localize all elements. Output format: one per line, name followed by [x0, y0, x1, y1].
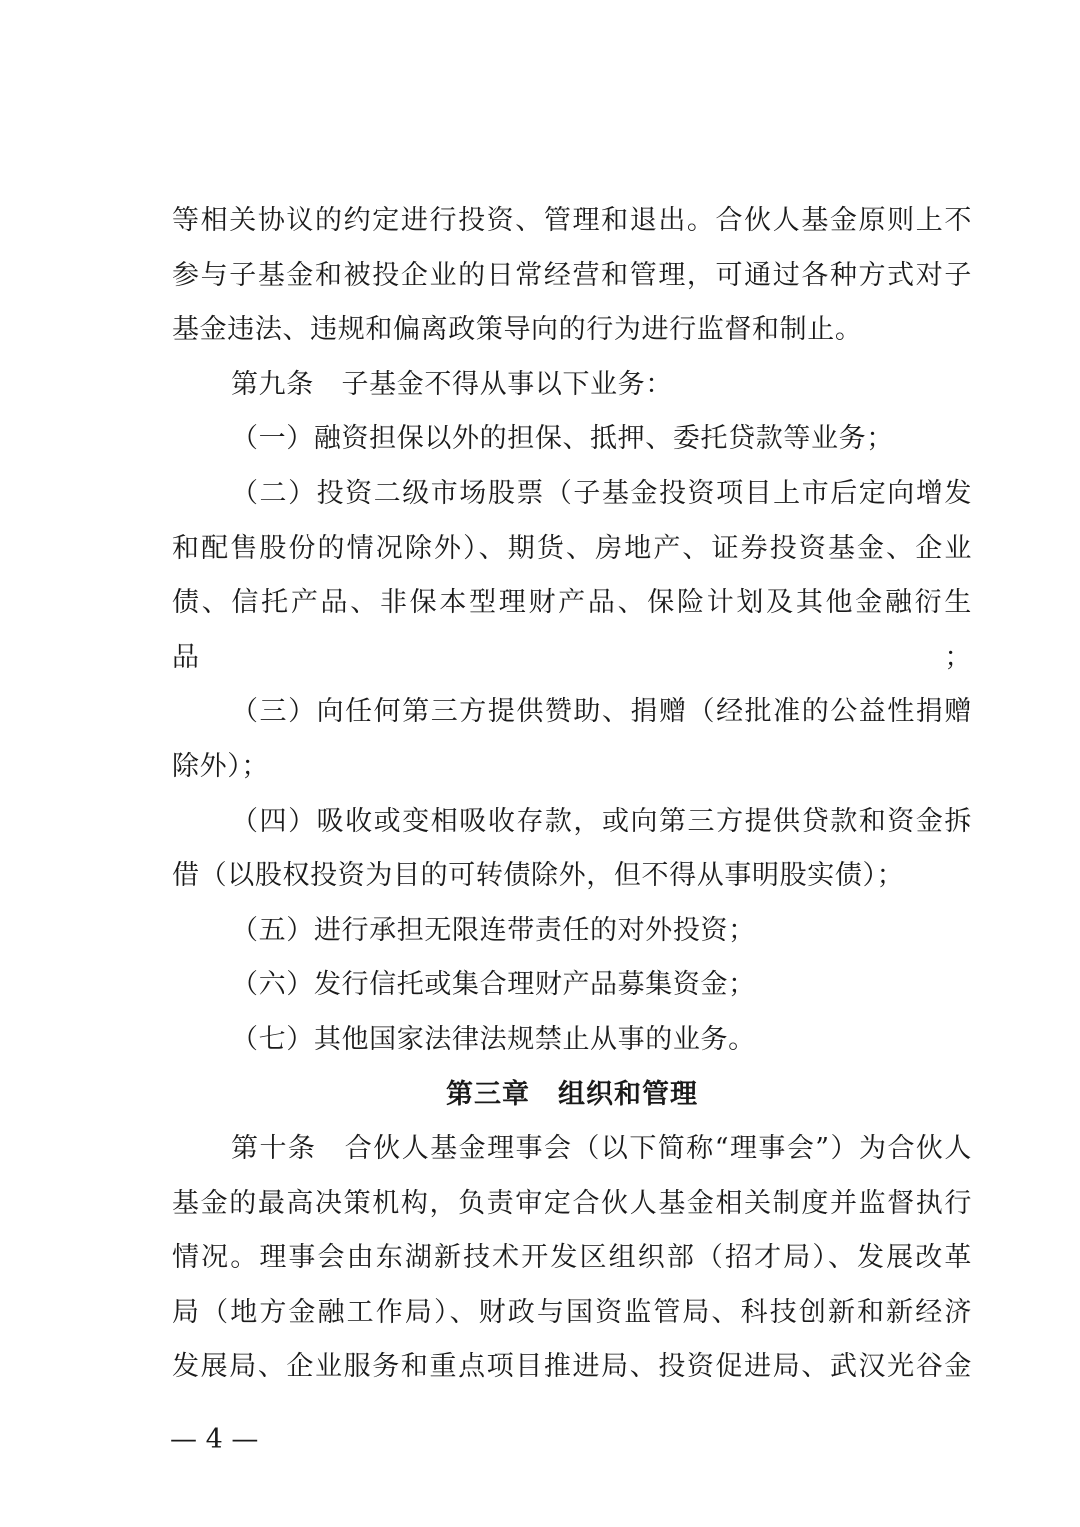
- text-line: （二）投资二级市场股票（子基金投资项目上市后定向增发: [231, 477, 972, 509]
- text-line: （一）融资担保以外的担保、抵押、委托贷款等业务；: [231, 423, 894, 455]
- text-line: 基金的最高决策机构，负责审定合伙人基金相关制度并监督执行: [172, 1187, 972, 1219]
- text-line: 第十条 合伙人基金理事会（以下简称“理事会”）为合伙人: [231, 1133, 972, 1165]
- text-line: 情况。理事会由东湖新技术开发区组织部（招才局）、发展改革: [172, 1242, 972, 1274]
- article-9-heading: [172, 358, 972, 413]
- text-line: （七）其他国家法律法规禁止从事的业务。: [231, 1023, 756, 1055]
- text-line: 借（以股权投资为目的可转债除外，但不得从事明股实债）；: [172, 860, 905, 892]
- text-line: 局（地方金融工作局）、财政与国资监管局、科技创新和新经济: [172, 1296, 972, 1328]
- clause-4: [172, 795, 972, 904]
- text-line: （三）向任何第三方提供赞助、捐赠（经批准的公益性捐赠: [231, 696, 972, 728]
- text-line: 基金违法、违规和偏离政策导向的行为进行监督和制止。: [172, 314, 863, 346]
- clause-1: [172, 412, 972, 467]
- text-line: （五）进行承担无限连带责任的对外投资；: [231, 914, 756, 946]
- clause-3: [172, 685, 972, 794]
- document-body: [172, 194, 972, 1395]
- clause-5: [172, 904, 972, 959]
- text-line: 发展局、企业服务和重点项目推进局、投资促进局、武汉光谷金: [172, 1351, 972, 1383]
- clause-2: [172, 467, 972, 685]
- paragraph-continuation: [172, 194, 972, 358]
- clause-6: [172, 958, 972, 1013]
- text-line: 参与子基金和被投企业的日常经营和管理，可通过各种方式对子: [172, 259, 972, 291]
- text-line: （六）发行信托或集合理财产品募集资金；: [231, 969, 756, 1001]
- text-line: （四）吸收或变相吸收存款，或向第三方提供贷款和资金拆: [231, 805, 972, 837]
- chapter-heading: 第三章 组织和管理: [446, 1078, 698, 1110]
- text-line: 债、信托产品、非保本型理财产品、保险计划及其他金融衍生品；: [172, 587, 972, 673]
- text-line: 除外）；: [172, 750, 269, 782]
- text-line: 和配售股份的情况除外）、期货、房地产、证券投资基金、企业: [172, 532, 972, 564]
- article-10: [172, 1122, 972, 1395]
- clause-7: [172, 1013, 972, 1068]
- text-line: 等相关协议的约定进行投资、管理和退出。合伙人基金原则上不: [172, 205, 972, 236]
- page-number: — 4 —: [170, 1424, 259, 1455]
- text-line: 第九条 子基金不得从事以下业务：: [231, 368, 673, 400]
